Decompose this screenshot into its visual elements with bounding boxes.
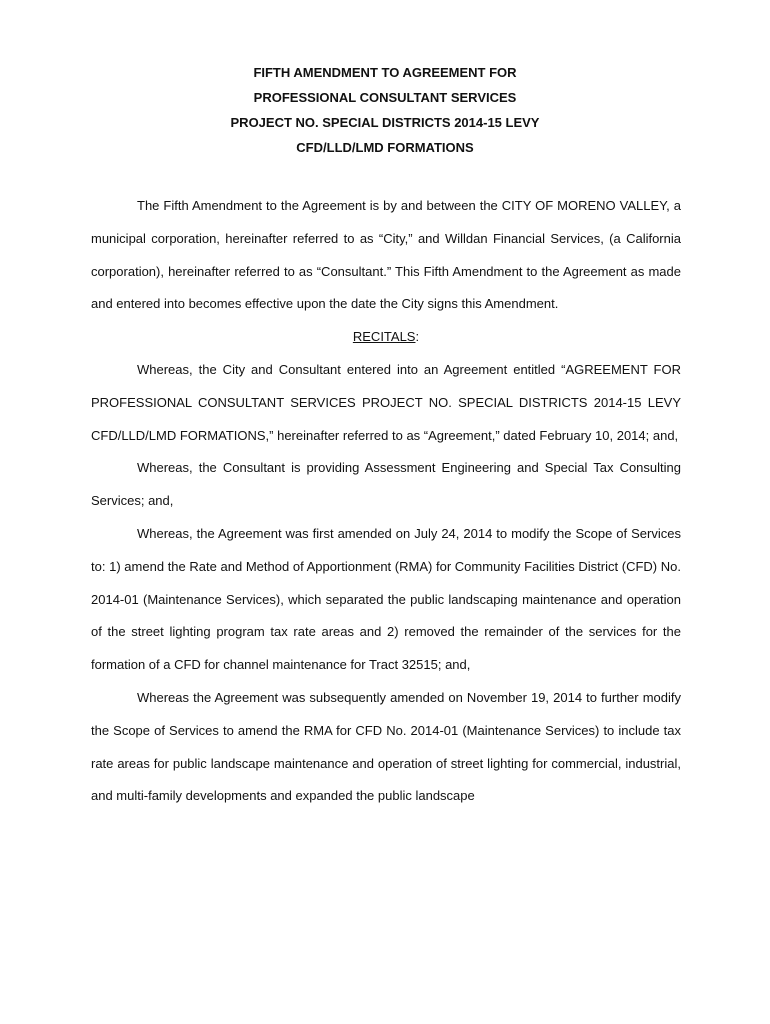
recitals-heading-colon: : bbox=[415, 329, 420, 345]
document-body bbox=[91, 190, 681, 813]
recital-paragraph-2: Whereas, the Consultant is providing Assessment Engineering and Special Tax Consulting Services; and, bbox=[91, 460, 681, 509]
recital-paragraph-4: Whereas the Agreement was subsequently amended on November 19, 2014 to further modify the Scope of Services to amend the RMA for CFD No. 2014-01 (Maintenance Services) to include tax rate areas for public landscape maintenance and operation of street lighting for commercial, industrial, and multi-family developments and expanded the public landscape bbox=[91, 689, 681, 804]
recitals-heading bbox=[91, 321, 681, 354]
document-title bbox=[0, 66, 770, 166]
title-line-3: PROJECT NO. SPECIAL DISTRICTS 2014-15 LEVY bbox=[230, 115, 540, 130]
recitals-heading-text: RECITALS bbox=[352, 329, 416, 345]
title-line-2: PROFESSIONAL CONSULTANT SERVICES bbox=[253, 90, 517, 105]
title-line-4: CFD/LLD/LMD FORMATIONS bbox=[296, 140, 474, 155]
recital-paragraph-1: Whereas, the City and Consultant entered into an Agreement entitled “AGREEMENT FOR PROFESSIONAL CONSULTANT SERVICES PROJECT NO. SPECIAL DISTRICTS 2014-15 LEVY CFD/LLD/LMD FORMATIONS,” hereinafter referred to as “Agreement,” dated February 10, 2014; and, bbox=[91, 361, 681, 443]
intro-paragraph: The Fifth Amendment to the Agreement is by and between the CITY OF MORENO VALLEY, a municipal corporation, hereinafter referred to as “City,” and Willdan Financial Services, (a California corporation), hereinafter referred to as “Consultant.” This Fifth Amendment to the Agreement as made and entered into becomes effective upon the date the City signs this Amendment. bbox=[91, 198, 681, 312]
title-line-1: FIFTH AMENDMENT TO AGREEMENT FOR bbox=[253, 65, 517, 80]
recital-paragraph-3: Whereas, the Agreement was first amended on July 24, 2014 to modify the Scope of Services to: 1) amend the Rate and Method of Apportionment (RMA) for Community Facilities District (CFD) No. 2014-01 (Maintenance Services), which separated the public landscaping maintenance and operation of the street lighting program tax rate areas and 2) removed the remainder of the services for the formation of a CFD for channel maintenance for Tract 32515; and, bbox=[91, 525, 681, 673]
